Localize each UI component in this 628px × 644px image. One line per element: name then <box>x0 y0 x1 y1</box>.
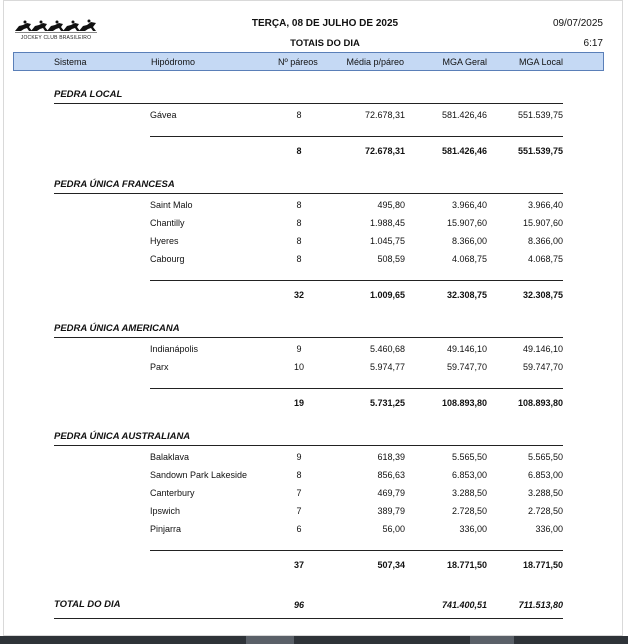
section-divider <box>54 445 563 446</box>
report-title: TOTAIS DO DIA <box>290 38 360 49</box>
media-cell: 5.974,77 <box>369 362 405 372</box>
pareos-cell: 10 <box>293 362 304 372</box>
pareos-cell: 6 <box>296 524 302 534</box>
table-row <box>0 488 628 506</box>
subtotal-media: 72.678,31 <box>364 146 405 156</box>
table-row <box>0 362 628 380</box>
table-row <box>0 110 628 128</box>
subtotal-row <box>0 146 628 164</box>
section-title: PEDRA ÚNICA AMERICANA <box>54 323 180 334</box>
table-row <box>0 470 628 488</box>
mga-local-cell: 5.565,50 <box>527 452 563 462</box>
pareos-cell: 9 <box>296 344 302 354</box>
subtotal-mga-geral: 581.426,46 <box>441 146 487 156</box>
mga-local-cell: 4.068,75 <box>527 254 563 264</box>
hipodromo-cell: Parx <box>150 362 169 372</box>
total-mga-geral: 741.400,51 <box>441 600 487 610</box>
subtotal-mga-local: 551.539,75 <box>517 146 563 156</box>
mga-local-cell: 3.288,50 <box>527 488 563 498</box>
subtotal-mga-local: 108.893,80 <box>517 398 563 408</box>
section-title: PEDRA ÚNICA AUSTRALIANA <box>54 431 191 442</box>
media-cell: 508,59 <box>377 254 405 264</box>
pareos-cell: 8 <box>296 236 302 246</box>
section-divider <box>54 193 563 194</box>
subtotal-row <box>0 560 628 578</box>
subtotal-media: 507,34 <box>377 560 405 570</box>
hipodromo-cell: Canterbury <box>150 488 195 498</box>
subtotal-pareos: 32 <box>293 290 304 300</box>
section-title: PEDRA ÚNICA FRANCESA <box>54 179 175 190</box>
jockey-club-logo <box>13 17 99 45</box>
mga-geral-cell: 8.366,00 <box>451 236 487 246</box>
mga-geral-cell: 6.853,00 <box>451 470 487 480</box>
col-mga-local: MGA Local <box>518 57 563 67</box>
media-cell: 5.460,68 <box>369 344 405 354</box>
subtotal-mga-geral: 108.893,80 <box>441 398 487 408</box>
pareos-cell: 8 <box>296 218 302 228</box>
mga-local-cell: 3.966,40 <box>527 200 563 210</box>
table-row <box>0 452 628 470</box>
media-cell: 856,63 <box>377 470 405 480</box>
report-date-title: TERÇA, 08 DE JULHO DE 2025 <box>251 18 399 29</box>
col-pareos: Nº páreos <box>278 57 318 67</box>
subtotal-row <box>0 398 628 416</box>
subtotal-pareos: 19 <box>293 398 304 408</box>
table-row <box>0 200 628 218</box>
column-header-bar <box>13 52 604 71</box>
subtotal-media: 1.009,65 <box>369 290 405 300</box>
table-row <box>0 218 628 236</box>
section-divider <box>54 103 563 104</box>
print-date: 09/07/2025 <box>552 18 603 29</box>
logo-text: JOCKEY CLUB BRASILEIRO <box>20 35 92 41</box>
mga-geral-cell: 5.565,50 <box>451 452 487 462</box>
mga-geral-cell: 581.426,46 <box>441 110 487 120</box>
section-divider <box>54 337 563 338</box>
subtotal-media: 5.731,25 <box>369 398 405 408</box>
media-cell: 469,79 <box>377 488 405 498</box>
table-row <box>0 524 628 542</box>
pareos-cell: 8 <box>296 200 302 210</box>
hipodromo-cell: Cabourg <box>150 254 185 264</box>
subtotal-mga-local: 18.771,50 <box>522 560 563 570</box>
subtotal-divider <box>150 280 563 281</box>
pareos-cell: 8 <box>296 470 302 480</box>
mga-geral-cell: 15.907,60 <box>446 218 487 228</box>
mga-local-cell: 49.146,10 <box>522 344 563 354</box>
table-row <box>0 254 628 272</box>
media-cell: 389,79 <box>377 506 405 516</box>
hipodromo-cell: Sandown Park Lakeside <box>150 470 248 480</box>
col-mga-geral: MGA Geral <box>442 57 487 67</box>
hipodromo-cell: Pinjarra <box>150 524 182 534</box>
mga-geral-cell: 49.146,10 <box>446 344 487 354</box>
col-media: Média p/páreo <box>346 57 404 67</box>
col-hipodromo: Hipódromo <box>151 57 196 67</box>
hipodromo-cell: Ipswich <box>150 506 181 516</box>
media-cell: 1.045,75 <box>369 236 405 246</box>
mga-local-cell: 15.907,60 <box>522 218 563 228</box>
media-cell: 618,39 <box>377 452 405 462</box>
pareos-cell: 7 <box>296 506 302 516</box>
subtotal-row <box>0 290 628 308</box>
mga-local-cell: 59.747,70 <box>522 362 563 372</box>
hipodromo-cell: Indianápolis <box>150 344 199 354</box>
media-cell: 72.678,31 <box>364 110 405 120</box>
hipodromo-cell: Balaklava <box>150 452 190 462</box>
subtotal-divider <box>150 550 563 551</box>
mga-geral-cell: 2.728,50 <box>451 506 487 516</box>
hipodromo-cell: Chantilly <box>150 218 185 228</box>
total-pareos: 96 <box>293 600 304 610</box>
media-cell: 1.988,45 <box>369 218 405 228</box>
racing-horses-icon <box>13 17 99 35</box>
pareos-cell: 8 <box>296 254 302 264</box>
subtotal-pareos: 8 <box>296 146 302 156</box>
pareos-cell: 9 <box>296 452 302 462</box>
media-cell: 495,80 <box>377 200 405 210</box>
hipodromo-cell: Saint Malo <box>150 200 193 210</box>
table-row <box>0 236 628 254</box>
hipodromo-cell: Hyeres <box>150 236 179 246</box>
subtotal-pareos: 37 <box>293 560 304 570</box>
subtotal-mga-geral: 18.771,50 <box>446 560 487 570</box>
subtotal-divider <box>150 136 563 137</box>
print-time: 6:17 <box>583 38 603 49</box>
mga-local-cell: 8.366,00 <box>527 236 563 246</box>
mga-geral-cell: 336,00 <box>459 524 487 534</box>
hipodromo-cell: Gávea <box>150 110 177 120</box>
table-row <box>0 506 628 524</box>
table-row <box>0 344 628 362</box>
subtotal-divider <box>150 388 563 389</box>
mga-local-cell: 336,00 <box>535 524 563 534</box>
subtotal-mga-geral: 32.308,75 <box>446 290 487 300</box>
total-mga-local: 711.513,80 <box>518 600 563 610</box>
mga-geral-cell: 59.747,70 <box>446 362 487 372</box>
total-divider <box>54 618 563 619</box>
pareos-cell: 8 <box>296 110 302 120</box>
mga-local-cell: 551.539,75 <box>517 110 563 120</box>
media-cell: 56,00 <box>382 524 405 534</box>
pareos-cell: 7 <box>296 488 302 498</box>
mga-geral-cell: 3.966,40 <box>451 200 487 210</box>
subtotal-mga-local: 32.308,75 <box>522 290 563 300</box>
mga-geral-cell: 3.288,50 <box>451 488 487 498</box>
total-label: TOTAL DO DIA <box>54 599 121 610</box>
col-sistema: Sistema <box>54 57 87 67</box>
window-bottom-strip <box>0 636 628 644</box>
mga-local-cell: 6.853,00 <box>527 470 563 480</box>
mga-local-cell: 2.728,50 <box>527 506 563 516</box>
mga-geral-cell: 4.068,75 <box>451 254 487 264</box>
section-title: PEDRA LOCAL <box>54 89 123 100</box>
